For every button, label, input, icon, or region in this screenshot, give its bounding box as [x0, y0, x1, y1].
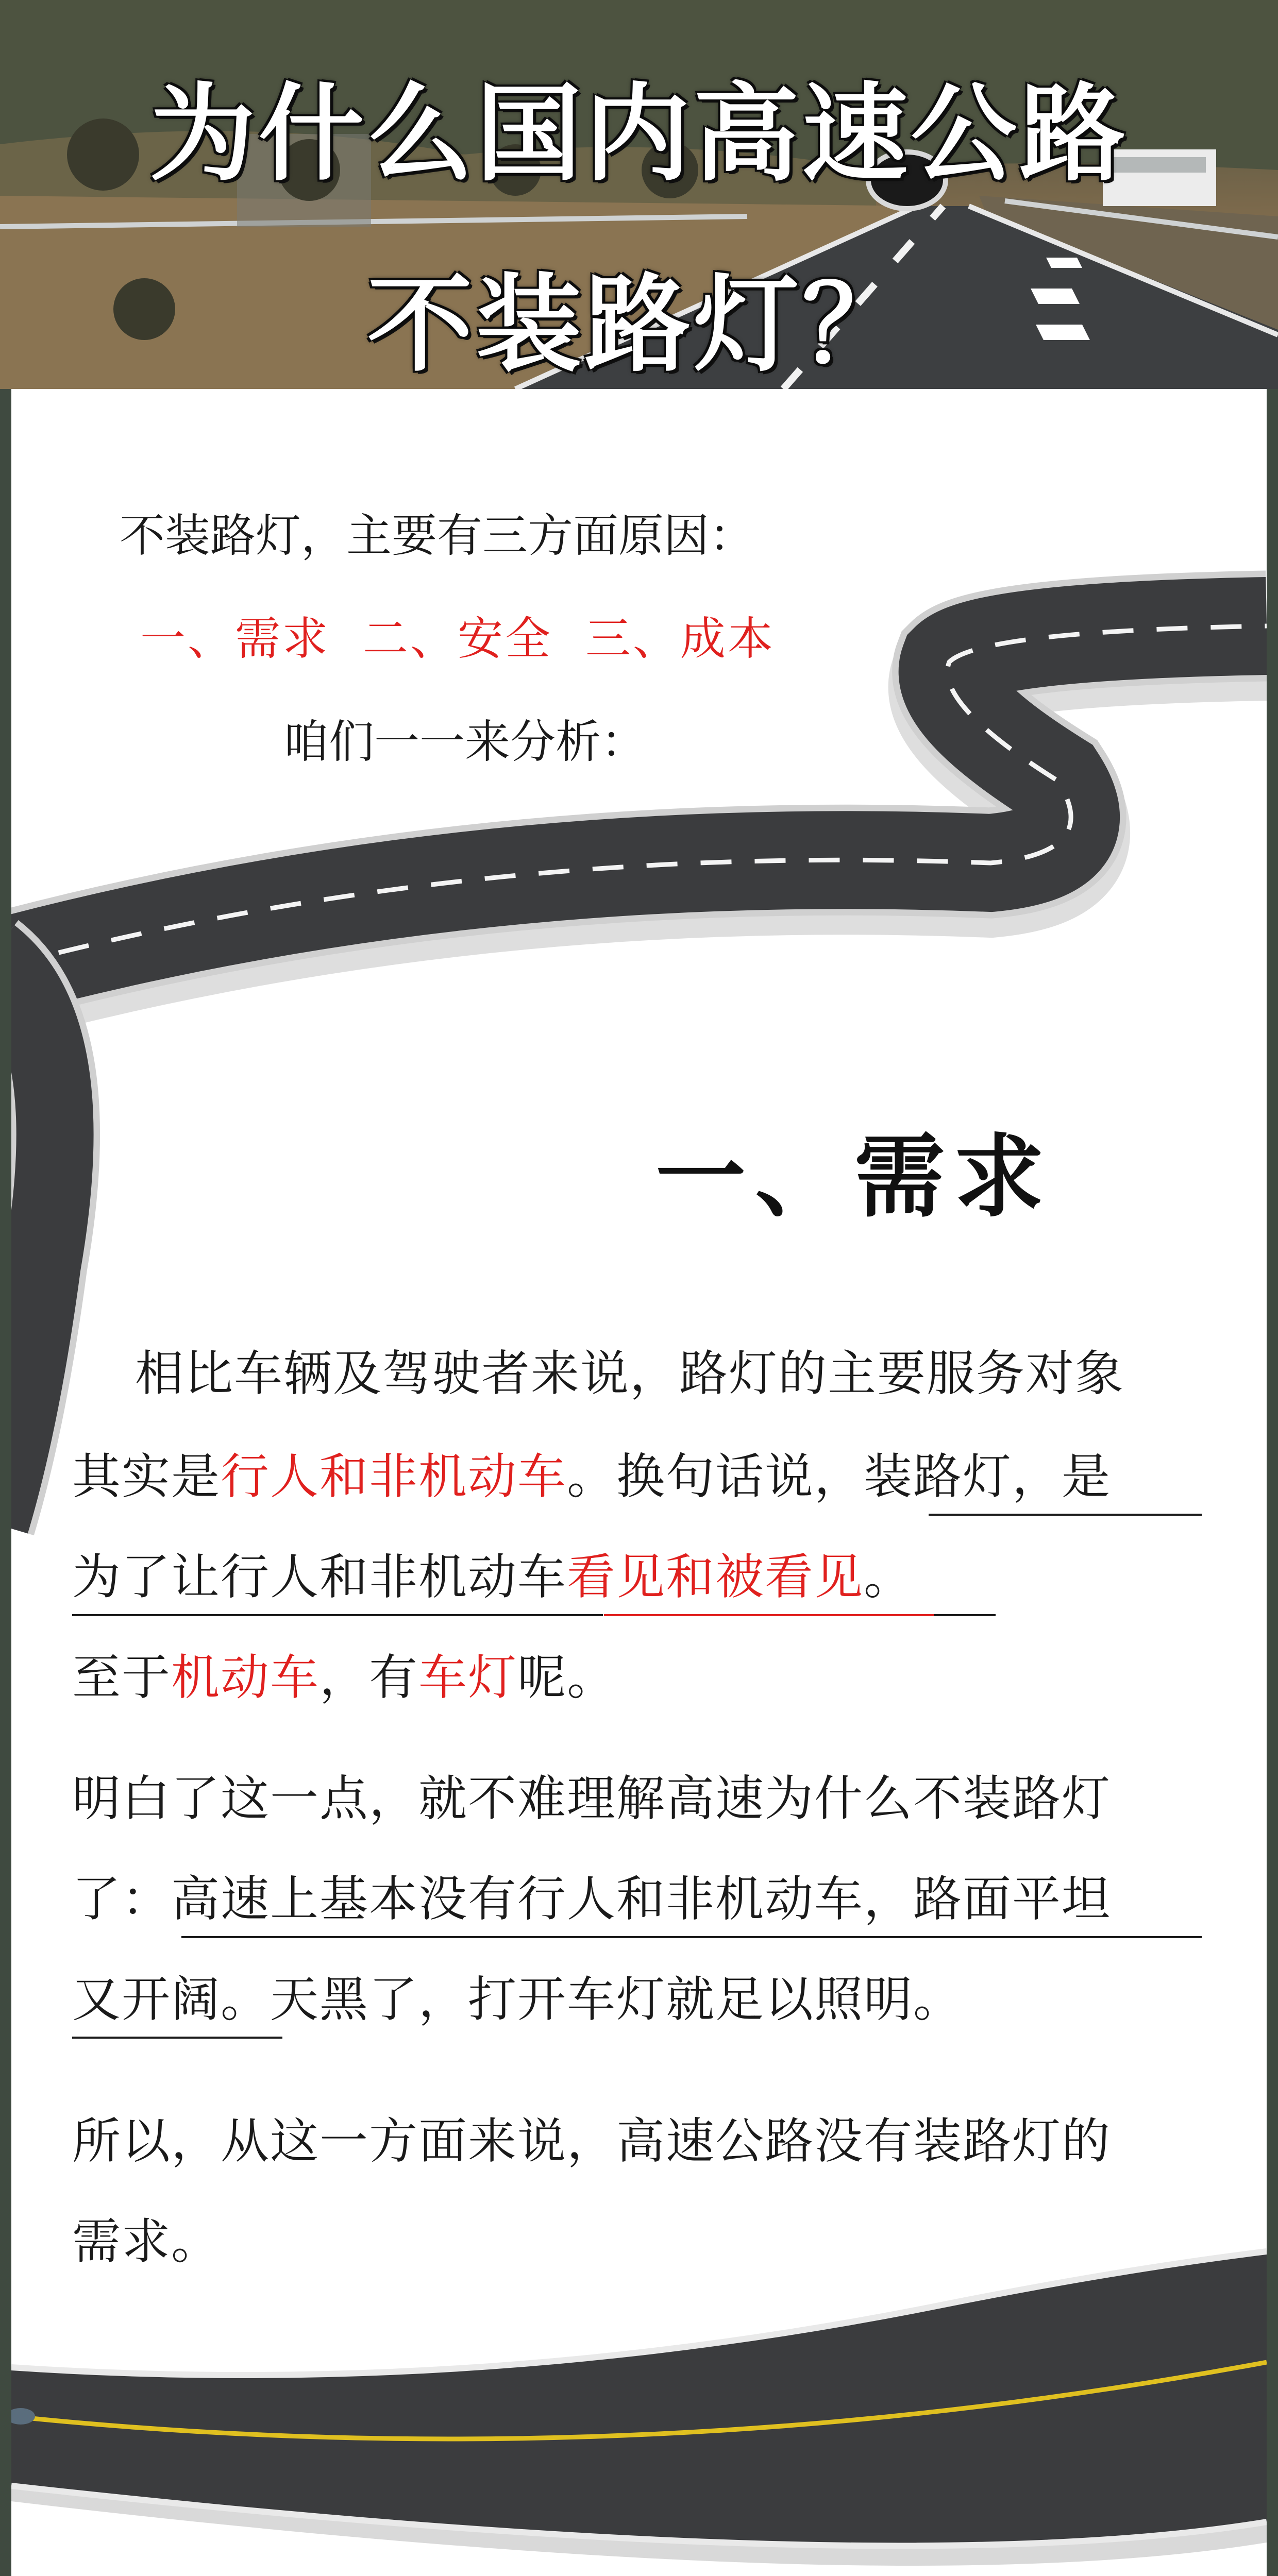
underline	[181, 1936, 1202, 1938]
paragraph-line: 明白了这一点，就不难理解高速为什么不装路灯	[72, 1771, 1112, 1827]
paragraph-line: 需求。	[72, 2214, 221, 2270]
text-segment: 。	[864, 1549, 914, 1605]
text-segment: 为了让行人和非机动车	[72, 1549, 567, 1605]
underline	[72, 1614, 603, 1616]
paragraph-line: 相比车辆及驾驶者来说，路灯的主要服务对象	[135, 1346, 1125, 1402]
title-line-2: 不装路灯？	[367, 263, 911, 386]
title-line-1: 为什么国内高速公路	[149, 72, 1129, 196]
text-segment: 其实是	[72, 1449, 221, 1505]
underline	[72, 2037, 282, 2039]
section-heading: 一、需求	[655, 1125, 1053, 1230]
intro-line: 不装路灯，主要有三方面原因：	[120, 509, 755, 562]
content-panel	[11, 389, 1267, 2576]
text-segment: 呢。	[517, 1650, 617, 1706]
paragraph-line: 了：高速上基本没有行人和非机动车，路面平坦	[72, 1871, 1112, 1927]
highlight-segment: 机动车	[171, 1650, 320, 1706]
highlight-segment: 行人和非机动车	[221, 1449, 567, 1505]
underline-red	[604, 1614, 934, 1616]
paragraph-line	[72, 1538, 913, 1607]
paragraph-line: 又开阔。天黑了，打开车灯就足以照明。	[72, 1972, 963, 2028]
text-segment: ，有	[320, 1650, 419, 1706]
paragraph-line: 所以，从这一方面来说，高速公路没有装路灯的	[72, 2113, 1112, 2170]
text-segment: 。换句话说，装路灯，是	[567, 1449, 1112, 1505]
paragraph-line	[72, 1638, 616, 1708]
underline	[934, 1614, 996, 1616]
paragraph-line	[72, 1437, 1111, 1507]
reasons-list: 一、需求 二、安全 三、成本	[140, 612, 775, 665]
analysis-line: 咱们一一来分析：	[283, 715, 647, 768]
highlight-segment: 车灯	[418, 1650, 518, 1706]
underline	[929, 1514, 1202, 1516]
header-banner	[0, 0, 1278, 389]
highlight-segment: 看见和被看见	[567, 1549, 864, 1605]
text-segment: 至于	[72, 1650, 172, 1706]
